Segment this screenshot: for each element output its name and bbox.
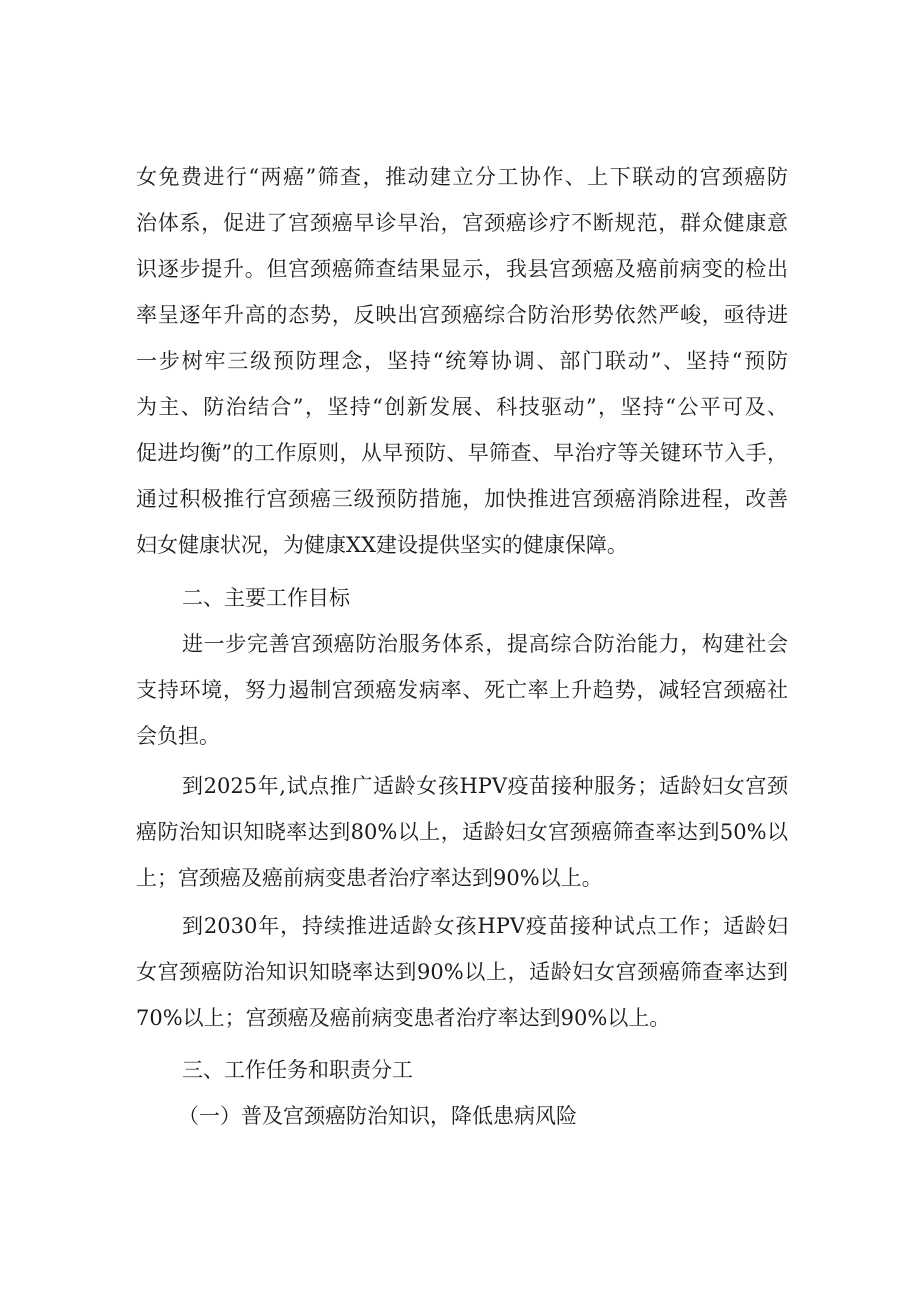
text-line: 妇女健康状况，为健康XX建设提供坚实的健康保障。 [136, 533, 628, 557]
text-line: 支持环境，努力遏制宫颈癌发病率、死亡率上升趋势，减轻宫颈癌社 [136, 678, 788, 702]
section-heading: 二、主要工作目标 [182, 586, 350, 610]
subsection-heading: （一）普及宫颈癌防治知识，降低患病风险 [178, 1104, 577, 1128]
text-line: 一步树牢三级预防理念，坚持“统筹协调、部门联动”、坚持“预防 [136, 349, 788, 373]
text-line: 70%以上；宫颈癌及癌前病变患者治疗率达到90%以上。 [136, 1006, 671, 1030]
section-heading: 三、工作任务和职责分工 [182, 1058, 413, 1082]
text-line: 上；宫颈癌及癌前病变患者治疗率达到90%以上。 [136, 866, 603, 890]
text-line: 女免费进行“两癌”筛查，推动建立分工协作、上下联动的宫颈癌防 [136, 165, 788, 189]
text-line: 到2025年,试点推广适龄女孩HPV疫苗接种服务；适龄妇女宫颈 [182, 774, 788, 798]
text-line: 促进均衡”的工作原则，从早预防、早筛查、早治疗等关键环节入手， [136, 441, 788, 465]
text-line: 进一步完善宫颈癌防治服务体系，提高综合防治能力，构建社会 [182, 632, 788, 656]
text-line: 到2030年，持续推进适龄女孩HPV疫苗接种试点工作；适龄妇 [182, 914, 788, 938]
text-line: 通过积极推行宫颈癌三级预防措施，加快推进宫颈癌消除进程，改善 [136, 487, 788, 511]
text-line: 女宫颈癌防治知识知晓率达到90%以上，适龄妇女宫颈癌筛查率达到 [136, 960, 788, 984]
text-line: 识逐步提升。但宫颈癌筛查结果显示，我县宫颈癌及癌前病变的检出 [136, 257, 788, 281]
text-line: 为主、防治结合”，坚持“创新发展、科技驱动”，坚持“公平可及、 [136, 395, 788, 419]
text-line: 癌防治知识知晓率达到80%以上，适龄妇女宫颈癌筛查率达到50%以 [136, 820, 788, 844]
text-line: 治体系，促进了宫颈癌早诊早治，宫颈癌诊疗不断规范，群众健康意 [136, 211, 788, 235]
text-line: 会负担。 [136, 724, 220, 748]
text-line: 率呈逐年升高的态势，反映出宫颈癌综合防治形势依然严峻，亟待进 [136, 303, 788, 327]
